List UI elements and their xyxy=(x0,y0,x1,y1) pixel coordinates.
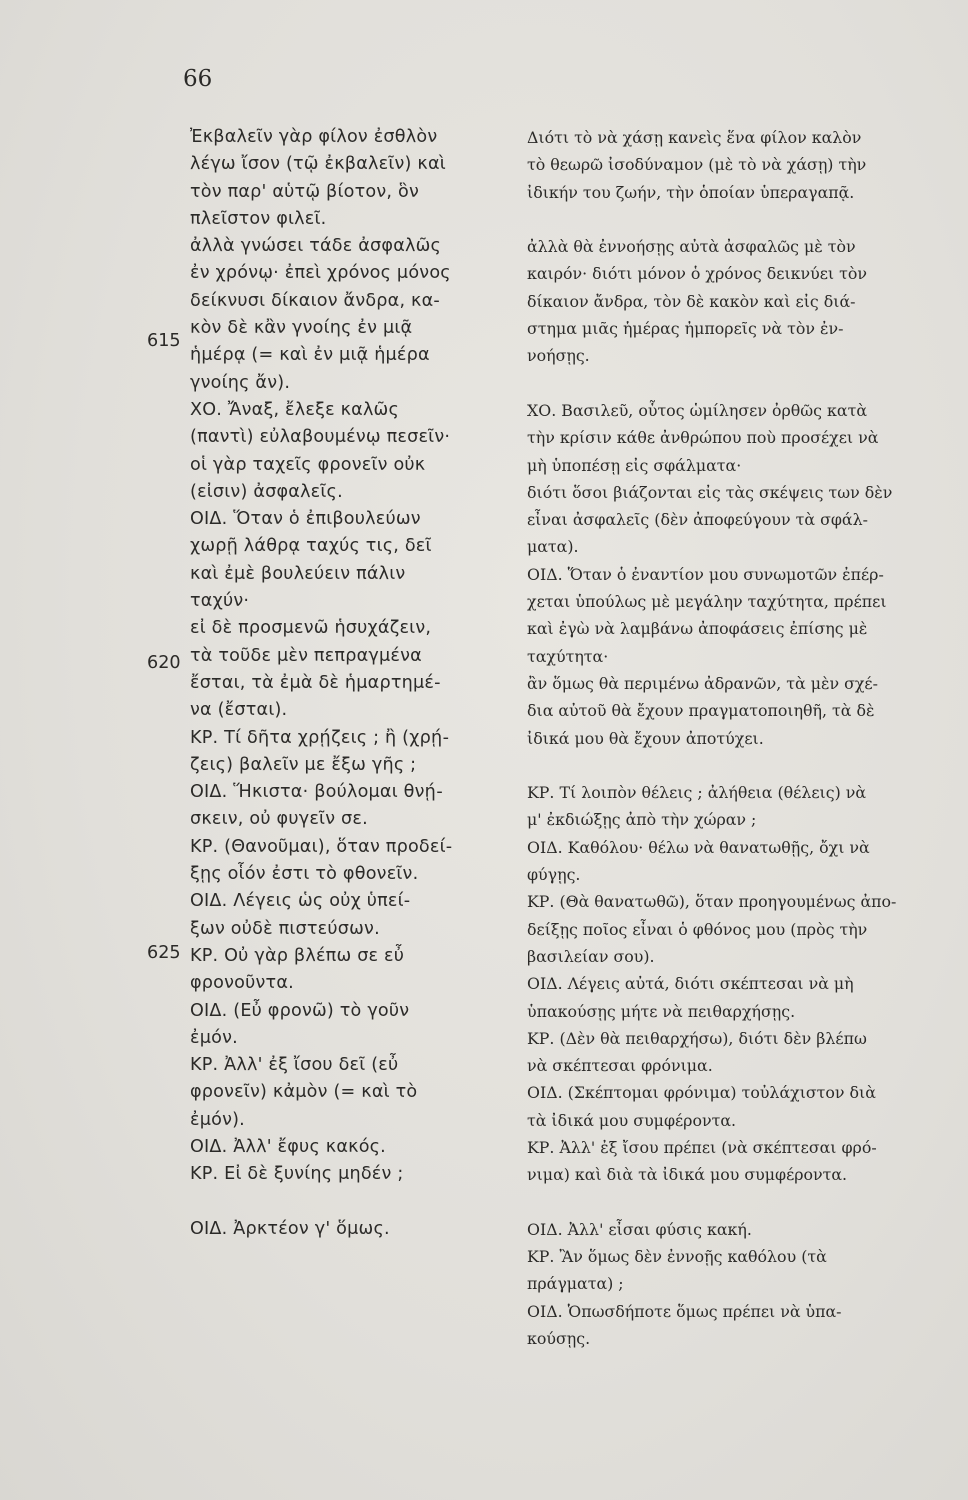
greek-text-line: ἐν χρόνῳ· ἐπεὶ χρόνος μόνος xyxy=(190,263,451,284)
translation-line: διότι ὅσοι βιάζονται εἰς τὰς σκέψεις των δὲν xyxy=(527,482,893,502)
translation-line: ΟΙΔ. Λέγεις αὐτά, διότι σκέπτεσαι νὰ μὴ xyxy=(527,974,854,994)
greek-text-line: ΚΡ. Τί δῆτα χρῄζεις ; ἢ (χρῄ- xyxy=(190,727,450,748)
translation-line: Διότι τὸ νὰ χάσῃ κανεὶς ἕνα φίλον καλὸν xyxy=(527,128,862,147)
translation-line: ματα). xyxy=(527,537,579,557)
translation-line: κούσῃς. xyxy=(527,1329,591,1349)
translation-line: ΟΙΔ. Καθόλου· θέλω νὰ θανατωθῇς, ὄχι νὰ xyxy=(527,837,870,857)
greek-text-line: ΟΙΔ. Ἥκιστα· βούλομαι θνῄ- xyxy=(190,782,443,803)
greek-text-line: εἰ δὲ προσμενῶ ἡσυχάζειν, xyxy=(190,618,432,639)
greek-text-line: τὸν παρ' αὑτῷ βίοτον, ὃν xyxy=(190,181,419,202)
greek-text-line: ταχύν· xyxy=(190,591,250,612)
translation-line: ΟΙΔ. Ἀλλ' εἶσαι φύσις κακή. xyxy=(527,1219,752,1239)
translation-line: ΚΡ. Ἀλλ' ἐξ ἴσου πρέπει (νὰ σκέπτεσαι φρό- xyxy=(527,1137,877,1157)
translation-line xyxy=(527,752,963,779)
translation-line: ΟΙΔ. Ὅταν ὁ ἐναντίον μου συνωμοτῶν ἐπέρ- xyxy=(527,564,884,584)
translation-line: ὑπακούσῃς μήτε νὰ πειθαρχήσῃς. xyxy=(527,1001,796,1021)
translation-line: πράγματα) ; xyxy=(527,1274,624,1294)
greek-text-line: ἐμόν). xyxy=(190,1109,245,1130)
greek-text-line: να (ἔσται). xyxy=(190,700,288,721)
translation-line: φύγῃς. xyxy=(527,865,581,885)
greek-text-line: φρονεῖν) κἀμὸν (= καὶ τὸ xyxy=(190,1082,418,1103)
greek-text-line: ξῃς οἷόν ἐστι τὸ φθονεῖν. xyxy=(190,864,419,885)
translation-line: ταχύτητα· xyxy=(527,646,609,666)
greek-text-line: ΟΙΔ. Ἀρκτέον γ' ὅμως. xyxy=(190,1218,390,1239)
line-number-620: 620 xyxy=(147,653,181,673)
translation-line: ΚΡ. Τί λοιπὸν θέλεις ; ἀλήθεια (θέλεις) νὰ xyxy=(527,783,867,803)
greek-text-line: ξων οὐδὲ πιστεύσων. xyxy=(190,918,380,939)
translation-line: βασιλείαν σου). xyxy=(527,946,655,966)
ancient-greek-column xyxy=(190,124,502,1243)
translation-line: καὶ ἐγὼ νὰ λαμβάνω ἀποφάσεις ἐπίσης μὲ xyxy=(527,619,868,639)
greek-text-line: φρονοῦντα. xyxy=(190,973,294,994)
translation-line: ἰδικήν του ζωήν, τὴν ὁποίαν ὑπεραγαπᾷ. xyxy=(527,182,855,202)
line-number-615: 615 xyxy=(147,331,181,351)
greek-text-line: ΚΡ. (Θανοῦμαι), ὅταν προδεί- xyxy=(190,836,453,857)
greek-text-line: ἀλλὰ γνώσει τάδε ἀσφαλῶς xyxy=(190,236,442,257)
line-number-625: 625 xyxy=(147,943,181,963)
translation-line: καιρόν· διότι μόνον ὁ χρόνος δεικνύει τὸν xyxy=(527,264,867,284)
greek-text-line: ΚΡ. Εἰ δὲ ξυνίης μηδέν ; xyxy=(190,1164,404,1185)
greek-text-line: ἔσται, τὰ ἐμὰ δὲ ἡμαρτημέ- xyxy=(190,672,441,693)
translation-line: μ' ἐκδιώξῃς ἀπὸ τὴν χώραν ; xyxy=(527,810,757,830)
translation-line: χεται ὑπούλως μὲ μεγάλην ταχύτητα, πρέπει xyxy=(527,592,887,612)
greek-text-line: πλεῖστον φιλεῖ. xyxy=(190,208,327,229)
translation-line: δια αὐτοῦ θὰ ἔχουν πραγματοποιηθῆ, τὰ δὲ xyxy=(527,701,875,721)
translation-line: ἰδικά μου θὰ ἔχουν ἀποτύχει. xyxy=(527,728,764,748)
translation-line: δίκαιον ἄνδρα, τὸν δὲ κακὸν καὶ εἰς διά- xyxy=(527,291,856,311)
greek-text-line: ΟΙΔ. (Εὖ φρονῶ) τὸ γοῦν xyxy=(190,1000,410,1021)
translation-line: δείξῃς ποῖος εἶναι ὁ φθόνος μου (πρὸς τὴν xyxy=(527,919,868,939)
modern-greek-column xyxy=(527,124,963,1352)
page-number: 66 xyxy=(183,66,213,92)
greek-text-line: τὰ τοῦδε μὲν πεπραγμένα xyxy=(190,645,422,666)
greek-text-line: ἡμέρᾳ (= καὶ ἐν μιᾷ ἡμέρα xyxy=(190,345,430,366)
translation-line: ΚΡ. (Δὲν θὰ πειθαρχήσω), διότι δὲν βλέπω xyxy=(527,1028,867,1048)
greek-text-line: ΟΙΔ. Ἀλλ' ἔφυς κακός. xyxy=(190,1136,386,1157)
greek-text-line: ΟΙΔ. Ὅταν ὁ ἐπιβουλεύων xyxy=(190,509,421,530)
translation-line: τὰ ἰδικά μου συμφέροντα. xyxy=(527,1110,737,1130)
translation-line: τὸ θεωρῶ ἰσοδύναμον (μὲ τὸ νὰ χάσῃ) τὴν xyxy=(527,155,867,175)
translation-line xyxy=(527,206,963,233)
greek-text-line: λέγω ἴσον (τῷ ἐκβαλεῖν) καὶ xyxy=(190,154,446,175)
translation-line: ΟΙΔ. (Σκέπτομαι φρόνιμα) τοὐλάχιστον διὰ xyxy=(527,1083,876,1103)
greek-text-line: γνοίης ἄν). xyxy=(190,372,291,393)
translation-line: μὴ ὑποπέσῃ εἰς σφάλματα· xyxy=(527,455,742,475)
greek-text-line: καὶ ἐμὲ βουλεύειν πάλιν xyxy=(190,563,406,584)
greek-text-line: (παντὶ) εὐλαβουμένῳ πεσεῖν· xyxy=(190,427,451,448)
greek-text-line: σκειν, οὐ φυγεῖν σε. xyxy=(190,809,368,830)
translation-line: ΚΡ. Ἂν ὅμως δὲν ἐννοῇς καθόλου (τὰ xyxy=(527,1247,827,1267)
greek-text-line: ΟΙΔ. Λέγεις ὡς οὐχ ὑπεί- xyxy=(190,891,411,912)
translation-line: ἀλλὰ θὰ ἐννοήσῃς αὐτὰ ἀσφαλῶς μὲ τὸν xyxy=(527,237,856,257)
translation-line: τὴν κρίσιν κάθε ἀνθρώπου ποὺ προσέχει νὰ xyxy=(527,428,879,448)
translation-line: ΚΡ. (Θὰ θανατωθῶ), ὅταν προηγουμένως ἀπο- xyxy=(527,892,897,912)
greek-text-line xyxy=(190,1189,502,1216)
greek-text-line: ζεις) βαλεῖν με ἔξω γῆς ; xyxy=(190,754,417,775)
translation-line xyxy=(527,370,963,397)
translation-line: νὰ σκέπτεσαι φρόνιμα. xyxy=(527,1056,713,1076)
translation-line: ΧΟ. Βασιλεῦ, οὗτος ὡμίλησεν ὀρθῶς κατὰ xyxy=(527,400,867,420)
translation-line: στημα μιᾶς ἡμέρας ἠμπορεῖς νὰ τὸν ἐν- xyxy=(527,319,844,339)
greek-text-line: (εἰσιν) ἀσφαλεῖς. xyxy=(190,481,343,502)
greek-text-line: δείκνυσι δίκαιον ἄνδρα, κα- xyxy=(190,290,440,311)
translation-line: νιμα) καὶ διὰ τὰ ἰδικά μου συμφέροντα. xyxy=(527,1165,848,1185)
greek-text-line: ΚΡ. Ἀλλ' ἐξ ἴσου δεῖ (εὖ xyxy=(190,1055,399,1076)
translation-line: ΟΙΔ. Ὁπωσδήποτε ὅμως πρέπει νὰ ὑπα- xyxy=(527,1301,842,1321)
translation-line: εἶναι ἀσφαλεῖς (δὲν ἀποφεύγουν τὰ σφάλ- xyxy=(527,510,868,530)
greek-text-line: χωρῇ λάθρᾳ ταχύς τις, δεῖ xyxy=(190,536,432,557)
greek-text-line: ἐμόν. xyxy=(190,1027,238,1048)
greek-text-line: Ἐκβαλεῖν γὰρ φίλον ἐσθλὸν xyxy=(190,127,438,147)
translation-line xyxy=(527,1189,963,1216)
translation-line: νοήσῃς. xyxy=(527,346,590,366)
translation-line: ἂν ὅμως θὰ περιμένω ἀδρανῶν, τὰ μὲν σχέ- xyxy=(527,673,878,693)
greek-text-line: οἱ γὰρ ταχεῖς φρονεῖν οὐκ xyxy=(190,454,426,475)
greek-text-line: ΚΡ. Οὐ γὰρ βλέπω σε εὖ xyxy=(190,945,405,966)
greek-text-line: κὸν δὲ κἂν γνοίης ἐν μιᾷ xyxy=(190,318,413,339)
greek-text-line: ΧΟ. Ἄναξ, ἔλεξε καλῶς xyxy=(190,399,400,420)
